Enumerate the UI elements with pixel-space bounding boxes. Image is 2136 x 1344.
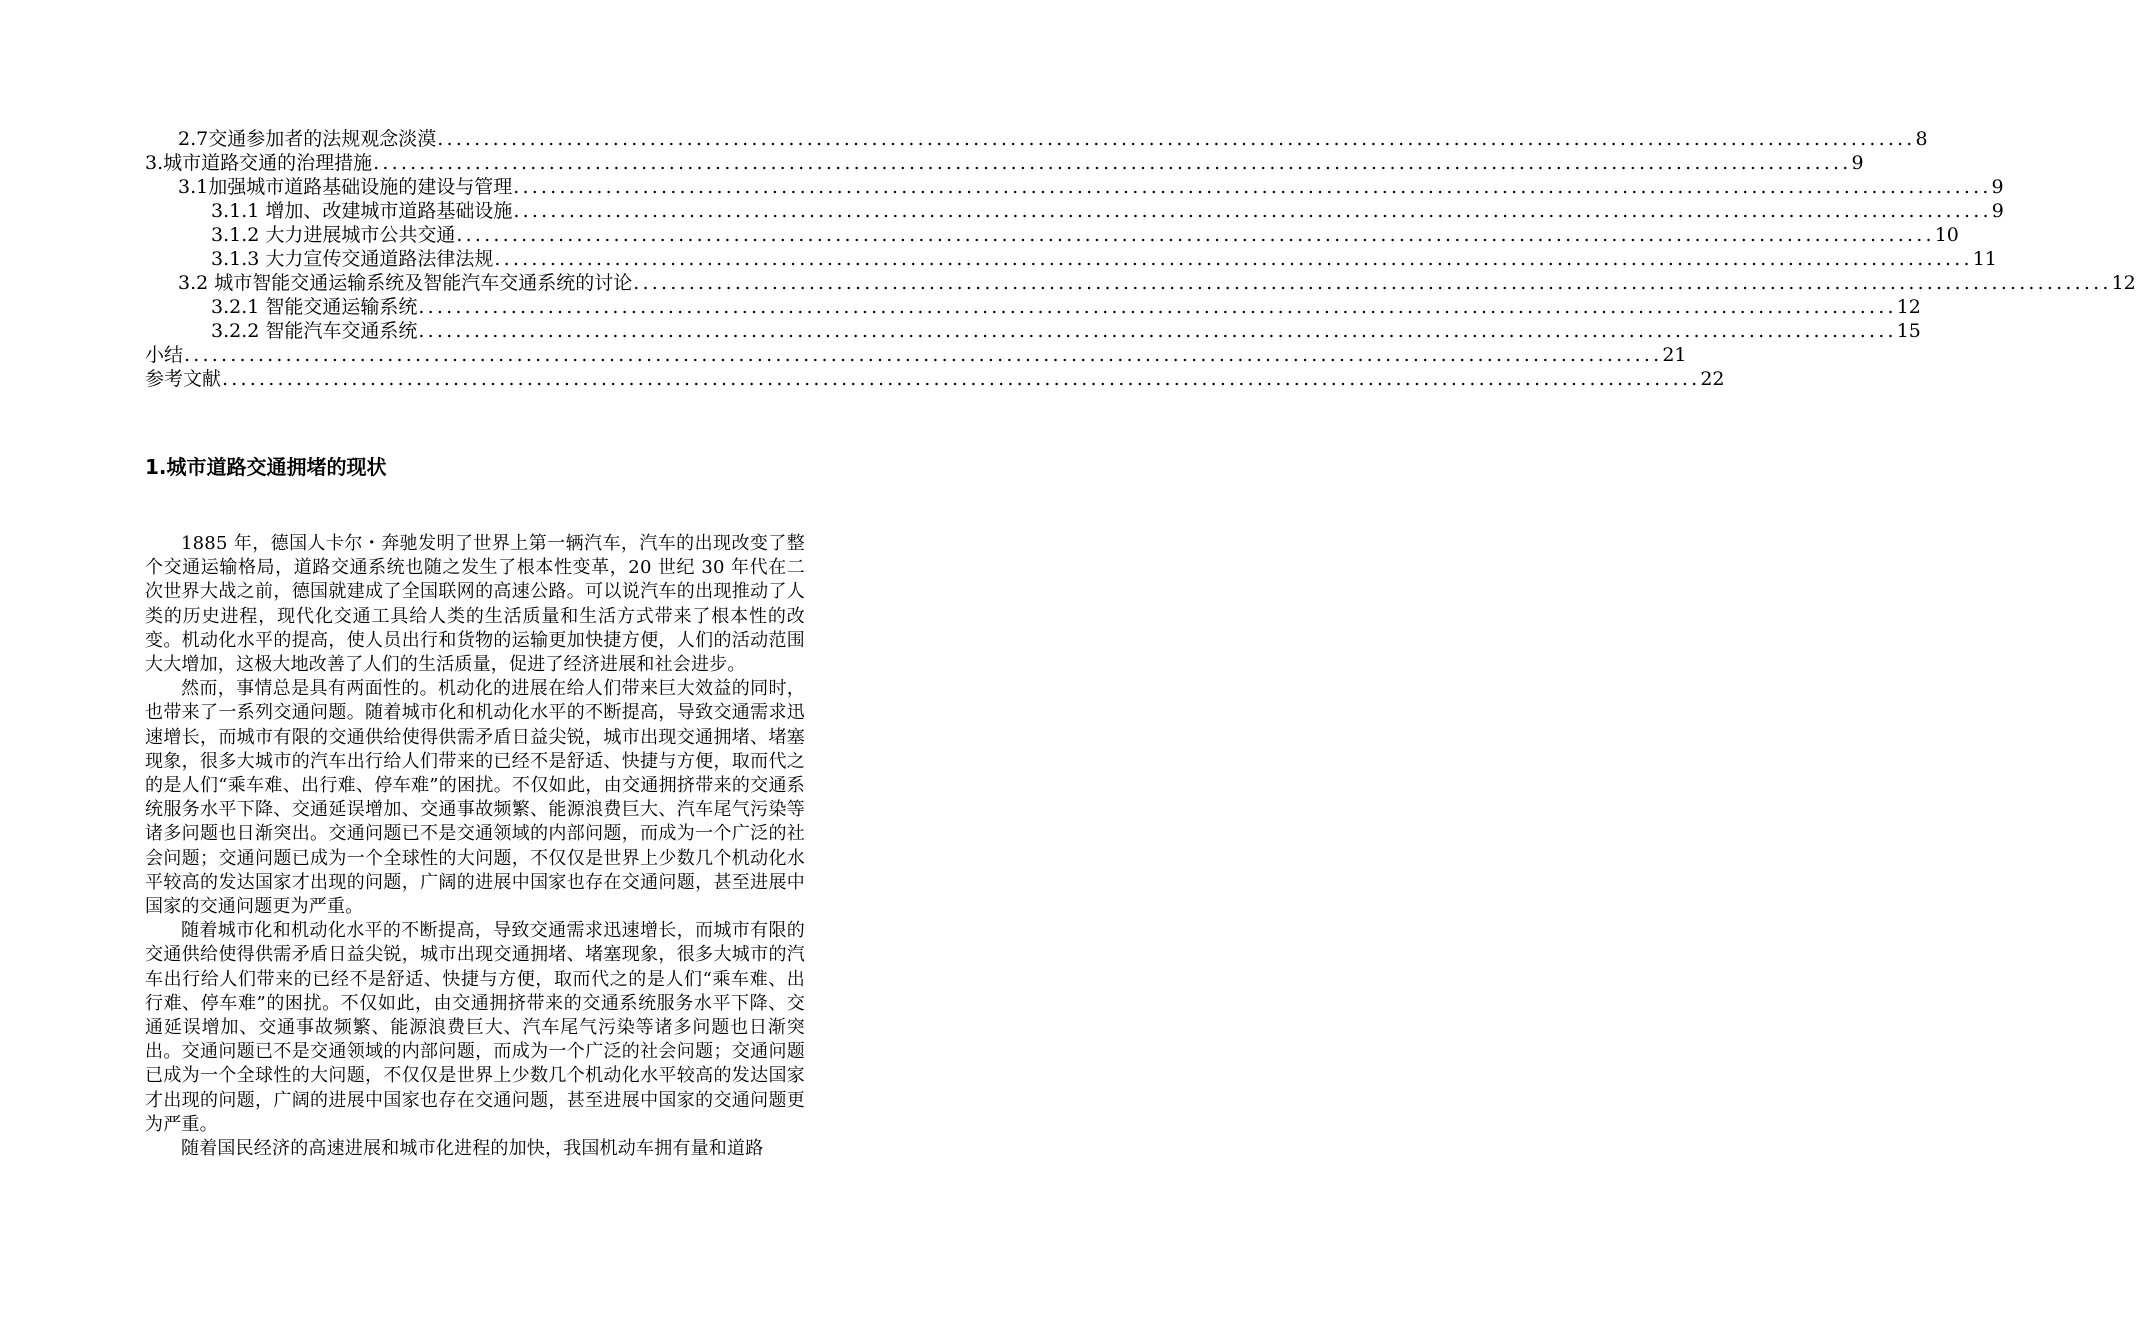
toc-entry[interactable]: [145, 343, 1687, 367]
body-paragraph: 随着国民经济的高速进展和城市化进程的加快，我国机动车拥有量和道路: [181, 1138, 764, 1160]
section-body: [145, 532, 805, 1161]
toc-entry[interactable]: [145, 247, 1997, 271]
toc-entry-title: 3.1.2 大力进展城市公共交通: [211, 224, 456, 246]
toc-entry-title: 3.1.1 增加、改建城市道路基础设施: [211, 200, 513, 222]
toc-entry-title: 3.2 城市智能交通运输系统及智能汽车交通系统的讨论: [178, 272, 633, 294]
toc-dot-leader: ................................................................................................................................................................: [494, 248, 1973, 270]
toc-dot-leader: ................................................................................................................................................................: [222, 368, 1701, 390]
toc-entry-title: 3.2.1 智能交通运输系统: [211, 296, 418, 318]
toc-entry[interactable]: [145, 223, 1959, 247]
toc-entry-title: 小结: [145, 344, 184, 366]
toc-entry-page: 15: [1896, 320, 1921, 342]
toc-entry-page: 11: [1972, 248, 1997, 270]
toc-entry-page: 10: [1934, 224, 1959, 246]
toc-entry-title: 2.7交通参加者的法规观念淡漠: [178, 128, 437, 150]
toc-entry-page: 12: [1896, 296, 1921, 318]
toc-dot-leader: ................................................................................................................................................................: [513, 176, 1992, 198]
toc-entry[interactable]: [145, 319, 1921, 343]
toc-dot-leader: ................................................................................................................................................................: [418, 320, 1897, 342]
toc-entry-title: 3.1加强城市道路基础设施的建设与管理: [178, 176, 513, 198]
toc-entry[interactable]: [145, 175, 2004, 199]
toc-entry[interactable]: [145, 127, 1928, 151]
toc-entry-title: 3.2.2 智能汽车交通系统: [211, 320, 418, 342]
section-heading: 1.城市道路交通拥堵的现状: [145, 455, 387, 479]
toc-entry-page: 9: [1851, 152, 1864, 174]
toc-entry-page: 9: [1991, 176, 2004, 198]
toc-dot-leader: ................................................................................................................................................................: [418, 296, 1897, 318]
body-paragraph: 1885 年，德国人卡尔・奔驰发明了世界上第一辆汽车，汽车的出现改变了整个交通运输格局，道路交通系统也随之发生了根本性变革，20 世纪 30 年代在二次世界大战之前，德国就建成了全国联网的高速公路。可以说汽车的出现推动了人类的历史进程，现代化交通工具给人类的生活质量和生活方式带来了根本性的改变。机动化水平的提高，使人员出行和货物的运输更加快捷方便，人们的活动范围大大增加，这极大地改善了人们的生活质量，促进了经济进展和社会进步。: [145, 533, 805, 676]
toc-dot-leader: ................................................................................................................................................................: [633, 272, 2112, 294]
toc-entry-page: 12: [2111, 272, 2136, 294]
toc-entry[interactable]: [145, 367, 1725, 391]
toc-entry-page: 21: [1662, 344, 1687, 366]
toc-entry-page: 8: [1915, 128, 1928, 150]
toc-entry[interactable]: [145, 271, 2136, 295]
table-of-contents: [145, 127, 2136, 391]
toc-entry[interactable]: [145, 199, 2004, 223]
toc-entry[interactable]: [145, 295, 1921, 319]
toc-entry-title: 3.1.3 大力宣传交通道路法律法规: [211, 248, 494, 270]
toc-entry-page: 22: [1700, 368, 1725, 390]
body-paragraph: 然而，事情总是具有两面性的。机动化的进展在给人们带来巨大效益的同时，也带来了一系列交通问题。随着城市化和机动化水平的不断提高，导致交通需求迅速增长，而城市有限的交通供给使得供需矛盾日益尖锐，城市出现交通拥堵、堵塞现象，很多大城市的汽车出行给人们带来的已经不是舒适、快捷与方便，取而代之的是人们“乘车难、出行难、停车难”的困扰。不仅如此，由交通拥挤带来的交通系统服务水平下降、交通延误增加、交通事故频繁、能源浪费巨大、汽车尾气污染等诸多问题也日渐突出。交通问题已不是交通领域的内部问题，而成为一个广泛的社会问题；交通问题已成为一个全球性的大问题，不仅仅是世界上少数几个机动化水平较高的发达国家才出现的问题，广阔的进展中国家也存在交通问题，甚至进展中国家的交通问题更为严重。: [145, 678, 805, 918]
toc-entry-page: 9: [1991, 200, 2004, 222]
toc-dot-leader: ................................................................................................................................................................: [437, 128, 1916, 150]
body-paragraph: 随着城市化和机动化水平的不断提高，导致交通需求迅速增长，而城市有限的交通供给使得供需矛盾日益尖锐，城市出现交通拥堵、堵塞现象，很多大城市的汽车出行给人们带来的已经不是舒适、快捷与方便，取而代之的是人们“乘车难、出行难、停车难”的困扰。不仅如此，由交通拥挤带来的交通系统服务水平下降、交通延误增加、交通事故频繁、能源浪费巨大、汽车尾气污染等诸多问题也日渐突出。交通问题已不是交通领域的内部问题，而成为一个广泛的社会问题；交通问题已成为一个全球性的大问题，不仅仅是世界上少数几个机动化水平较高的发达国家才出现的问题，广阔的进展中国家也存在交通问题，甚至进展中国家的交通问题更为严重。: [145, 920, 805, 1135]
toc-dot-leader: ................................................................................................................................................................: [456, 224, 1935, 246]
toc-entry-title: 3.城市道路交通的治理措施: [145, 152, 373, 174]
toc-dot-leader: ................................................................................................................................................................: [513, 200, 1992, 222]
toc-dot-leader: ................................................................................................................................................................: [184, 344, 1663, 366]
toc-entry[interactable]: [145, 151, 1864, 175]
toc-entry-title: 参考文献: [145, 368, 222, 390]
toc-dot-leader: ................................................................................................................................................................: [373, 152, 1852, 174]
